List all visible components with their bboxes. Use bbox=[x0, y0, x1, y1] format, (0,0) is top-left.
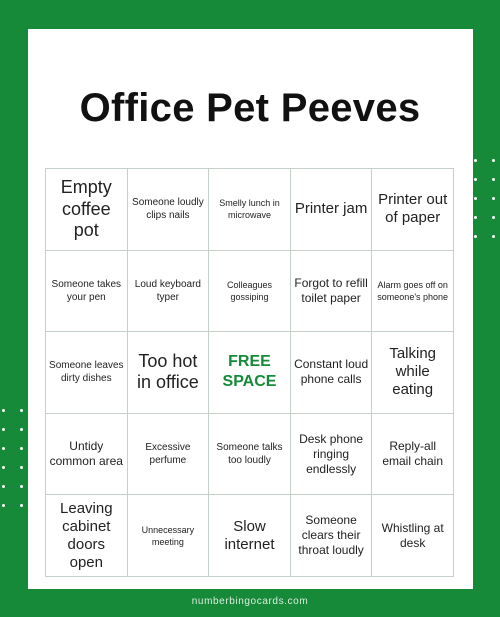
bingo-cell[interactable]: Leaving cabinet doors open bbox=[46, 495, 128, 577]
free-space-cell[interactable]: FREE SPACE bbox=[209, 332, 291, 414]
bingo-cell[interactable]: Forgot to refill toilet paper bbox=[291, 251, 373, 333]
bingo-cell[interactable]: Excessive perfume bbox=[128, 414, 210, 496]
bingo-cell[interactable]: Printer jam bbox=[291, 169, 373, 251]
bingo-cell[interactable]: Whistling at desk bbox=[372, 495, 454, 577]
bingo-cell[interactable]: Colleagues gossiping bbox=[209, 251, 291, 333]
bingo-cell[interactable]: Constant loud phone calls bbox=[291, 332, 373, 414]
page-title: Office Pet Peeves bbox=[79, 86, 421, 130]
bingo-cell[interactable]: Smelly lunch in microwave bbox=[209, 169, 291, 251]
bingo-cell[interactable]: Someone clears their throat loudly bbox=[291, 495, 373, 577]
bingo-cell[interactable]: Desk phone ringing endlessly bbox=[291, 414, 373, 496]
right-dots-pattern bbox=[474, 159, 500, 239]
bingo-cell[interactable]: Empty coffee pot bbox=[46, 169, 128, 251]
site-footer: numberbingocards.com bbox=[191, 596, 309, 607]
bingo-cell[interactable]: Someone leaves dirty dishes bbox=[46, 332, 128, 414]
bingo-cell[interactable]: Alarm goes off on someone's phone bbox=[372, 251, 454, 333]
bingo-cell[interactable]: Too hot in office bbox=[128, 332, 210, 414]
bingo-cell[interactable]: Reply-all email chain bbox=[372, 414, 454, 496]
bingo-cell[interactable]: Unnecessary meeting bbox=[128, 495, 210, 577]
bingo-grid bbox=[45, 168, 454, 577]
bingo-cell[interactable]: Printer out of paper bbox=[372, 169, 454, 251]
bingo-cell[interactable]: Someone takes your pen bbox=[46, 251, 128, 333]
bingo-cell[interactable]: Someone talks too loudly bbox=[209, 414, 291, 496]
bingo-cell[interactable]: Loud keyboard typer bbox=[128, 251, 210, 333]
bingo-cell[interactable]: Someone loudly clips nails bbox=[128, 169, 210, 251]
bingo-cell[interactable]: Untidy common area bbox=[46, 414, 128, 496]
left-dots-pattern bbox=[2, 409, 28, 509]
bingo-cell[interactable]: Slow internet bbox=[209, 495, 291, 577]
bingo-cell[interactable]: Talking while eating bbox=[372, 332, 454, 414]
